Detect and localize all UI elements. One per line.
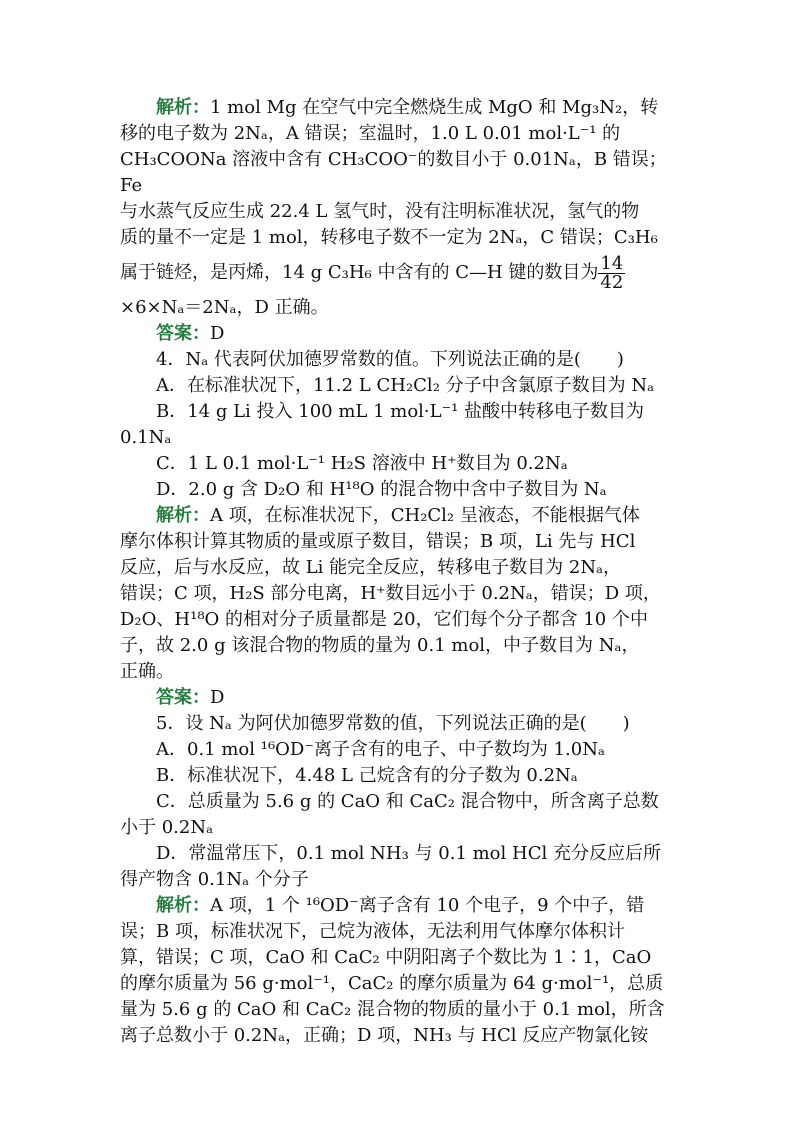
answer-value: D: [210, 687, 225, 708]
analysis-label: 解析：: [156, 505, 210, 526]
question-5-option-c-cont: 小于 0.2Nₐ: [120, 817, 214, 838]
question-5-stem: 5．设 Nₐ 为阿伏加德罗常数的值，下列说法正确的是( ): [156, 713, 630, 734]
analysis-paragraph-1: [120, 95, 680, 121]
analysis-label: 解析：: [156, 895, 210, 916]
analysis-line: D₂O、H¹⁸O 的相对分子质量都是 20，它们每个分子都含 10 个中: [120, 609, 648, 630]
analysis-label: 解析：: [156, 97, 210, 118]
analysis-line: 质的量不一定是 1 mol，转移电子数不一定为 2Nₐ，C 错误；C₃H₆: [120, 227, 658, 248]
analysis-line: 移的电子数为 2Nₐ，A 错误；室温时，1.0 L 0.01 mol·L⁻¹ 的: [120, 123, 621, 144]
analysis-line: 错误；C 项，H₂S 部分电离，H⁺数目远小于 0.2Nₐ，错误；D 项，: [120, 583, 661, 604]
analysis-text: 1 mol Mg 在空气中完全燃烧生成 MgO 和 Mg₃N₂，转: [210, 97, 659, 118]
analysis-line: 离子总数小于 0.2Nₐ，正确；D 项，NH₃ 与 HCl 反应产物氯化铵: [120, 1025, 649, 1046]
question-4-option-d: D．2.0 g 含 D₂O 和 H¹⁸O 的混合物中含中子数目为 Nₐ: [156, 479, 607, 500]
question-4-option-b: B．14 g Li 投入 100 mL 1 mol·L⁻¹ 盐酸中转移电子数目为: [156, 401, 645, 422]
question-5-option-c: C．总质量为 5.6 g 的 CaO 和 CaC₂ 混合物中，所含离子总数: [156, 791, 659, 812]
question-5-option-d-cont: 得产物含 0.1Nₐ 个分子: [120, 869, 309, 890]
analysis-line: ×6×Nₐ＝2Nₐ，D 正确。: [120, 297, 329, 318]
analysis-paragraph-5: [120, 893, 680, 919]
analysis-paragraph-4: [120, 503, 680, 529]
analysis-line: CH₃COONa 溶液中含有 CH₃COO⁻的数目小于 0.01Nₐ，B 错误；Fe: [120, 149, 667, 196]
question-4-stem: 4．Nₐ 代表阿伏加德罗常数的值。下列说法正确的是( ): [156, 349, 624, 370]
analysis-line: 子，故 2.0 g 该混合物的物质的量为 0.1 mol，中子数目为 Nₐ，: [120, 635, 640, 656]
answer-label: 答案：: [156, 687, 210, 708]
analysis-line: 与水蒸气反应生成 22.4 L 氢气时，没有注明标准状况，氢气的物: [120, 201, 640, 222]
answer-line: [120, 321, 680, 347]
analysis-text: A 项，1 个 ¹⁶OD⁻离子含有 10 个电子，9 个中子，错: [210, 895, 645, 916]
analysis-line: 反应，后与水反应，故 Li 能完全反应，转移电子数目为 2Nₐ，: [120, 557, 622, 578]
answer-line: [120, 685, 680, 711]
question-5-option-d: D．常温常压下，0.1 mol NH₃ 与 0.1 mol HCl 充分反应后所: [156, 843, 661, 864]
answer-label: 答案：: [156, 323, 210, 344]
fraction-numerator: 14: [600, 252, 624, 274]
fraction-denominator: 42: [600, 271, 624, 293]
fraction: [598, 252, 625, 293]
analysis-line: 误；B 项，标准状况下，己烷为液体，无法利用气体摩尔体积计: [120, 921, 625, 942]
question-4-option-b-cont: 0.1Nₐ: [120, 427, 172, 448]
question-4-option-a: A．在标准状况下，11.2 L CH₂Cl₂ 分子中含氯原子数目为 Nₐ: [156, 375, 655, 396]
analysis-text: A 项，在标准状况下，CH₂Cl₂ 呈液态，不能根据气体: [210, 505, 640, 526]
question-4-option-c: C．1 L 0.1 mol·L⁻¹ H₂S 溶液中 H⁺数目为 0.2Nₐ: [156, 453, 568, 474]
question-5-option-a: A．0.1 mol ¹⁶OD⁻离子含有的电子、中子数均为 1.0Nₐ: [156, 739, 605, 760]
analysis-line: 摩尔体积计算其物质的量或原子数目，错误；B 项，Li 先与 HCl: [120, 531, 636, 552]
question-5-option-b: B．标准状况下，4.48 L 己烷含有的分子数为 0.2Nₐ: [156, 765, 578, 786]
answer-value: D: [210, 323, 225, 344]
analysis-line: 正确。: [120, 661, 174, 682]
analysis-line: [120, 251, 680, 295]
analysis-line: 算，错误；C 项，CaO 和 CaC₂ 中阴阳离子个数比为 1∶1，CaO: [120, 947, 652, 968]
analysis-text: 属于链烃，是丙烯，14 g C₃H₆ 中含有的 C—H 键的数目为: [120, 262, 599, 283]
analysis-line: 的摩尔质量为 56 g·mol⁻¹，CaC₂ 的摩尔质量为 64 g·mol⁻¹，总质: [120, 973, 664, 994]
analysis-line: 量为 5.6 g 的 CaO 和 CaC₂ 混合物的物质的量小于 0.1 mol，所含: [120, 999, 665, 1020]
document-content: [120, 95, 680, 1049]
